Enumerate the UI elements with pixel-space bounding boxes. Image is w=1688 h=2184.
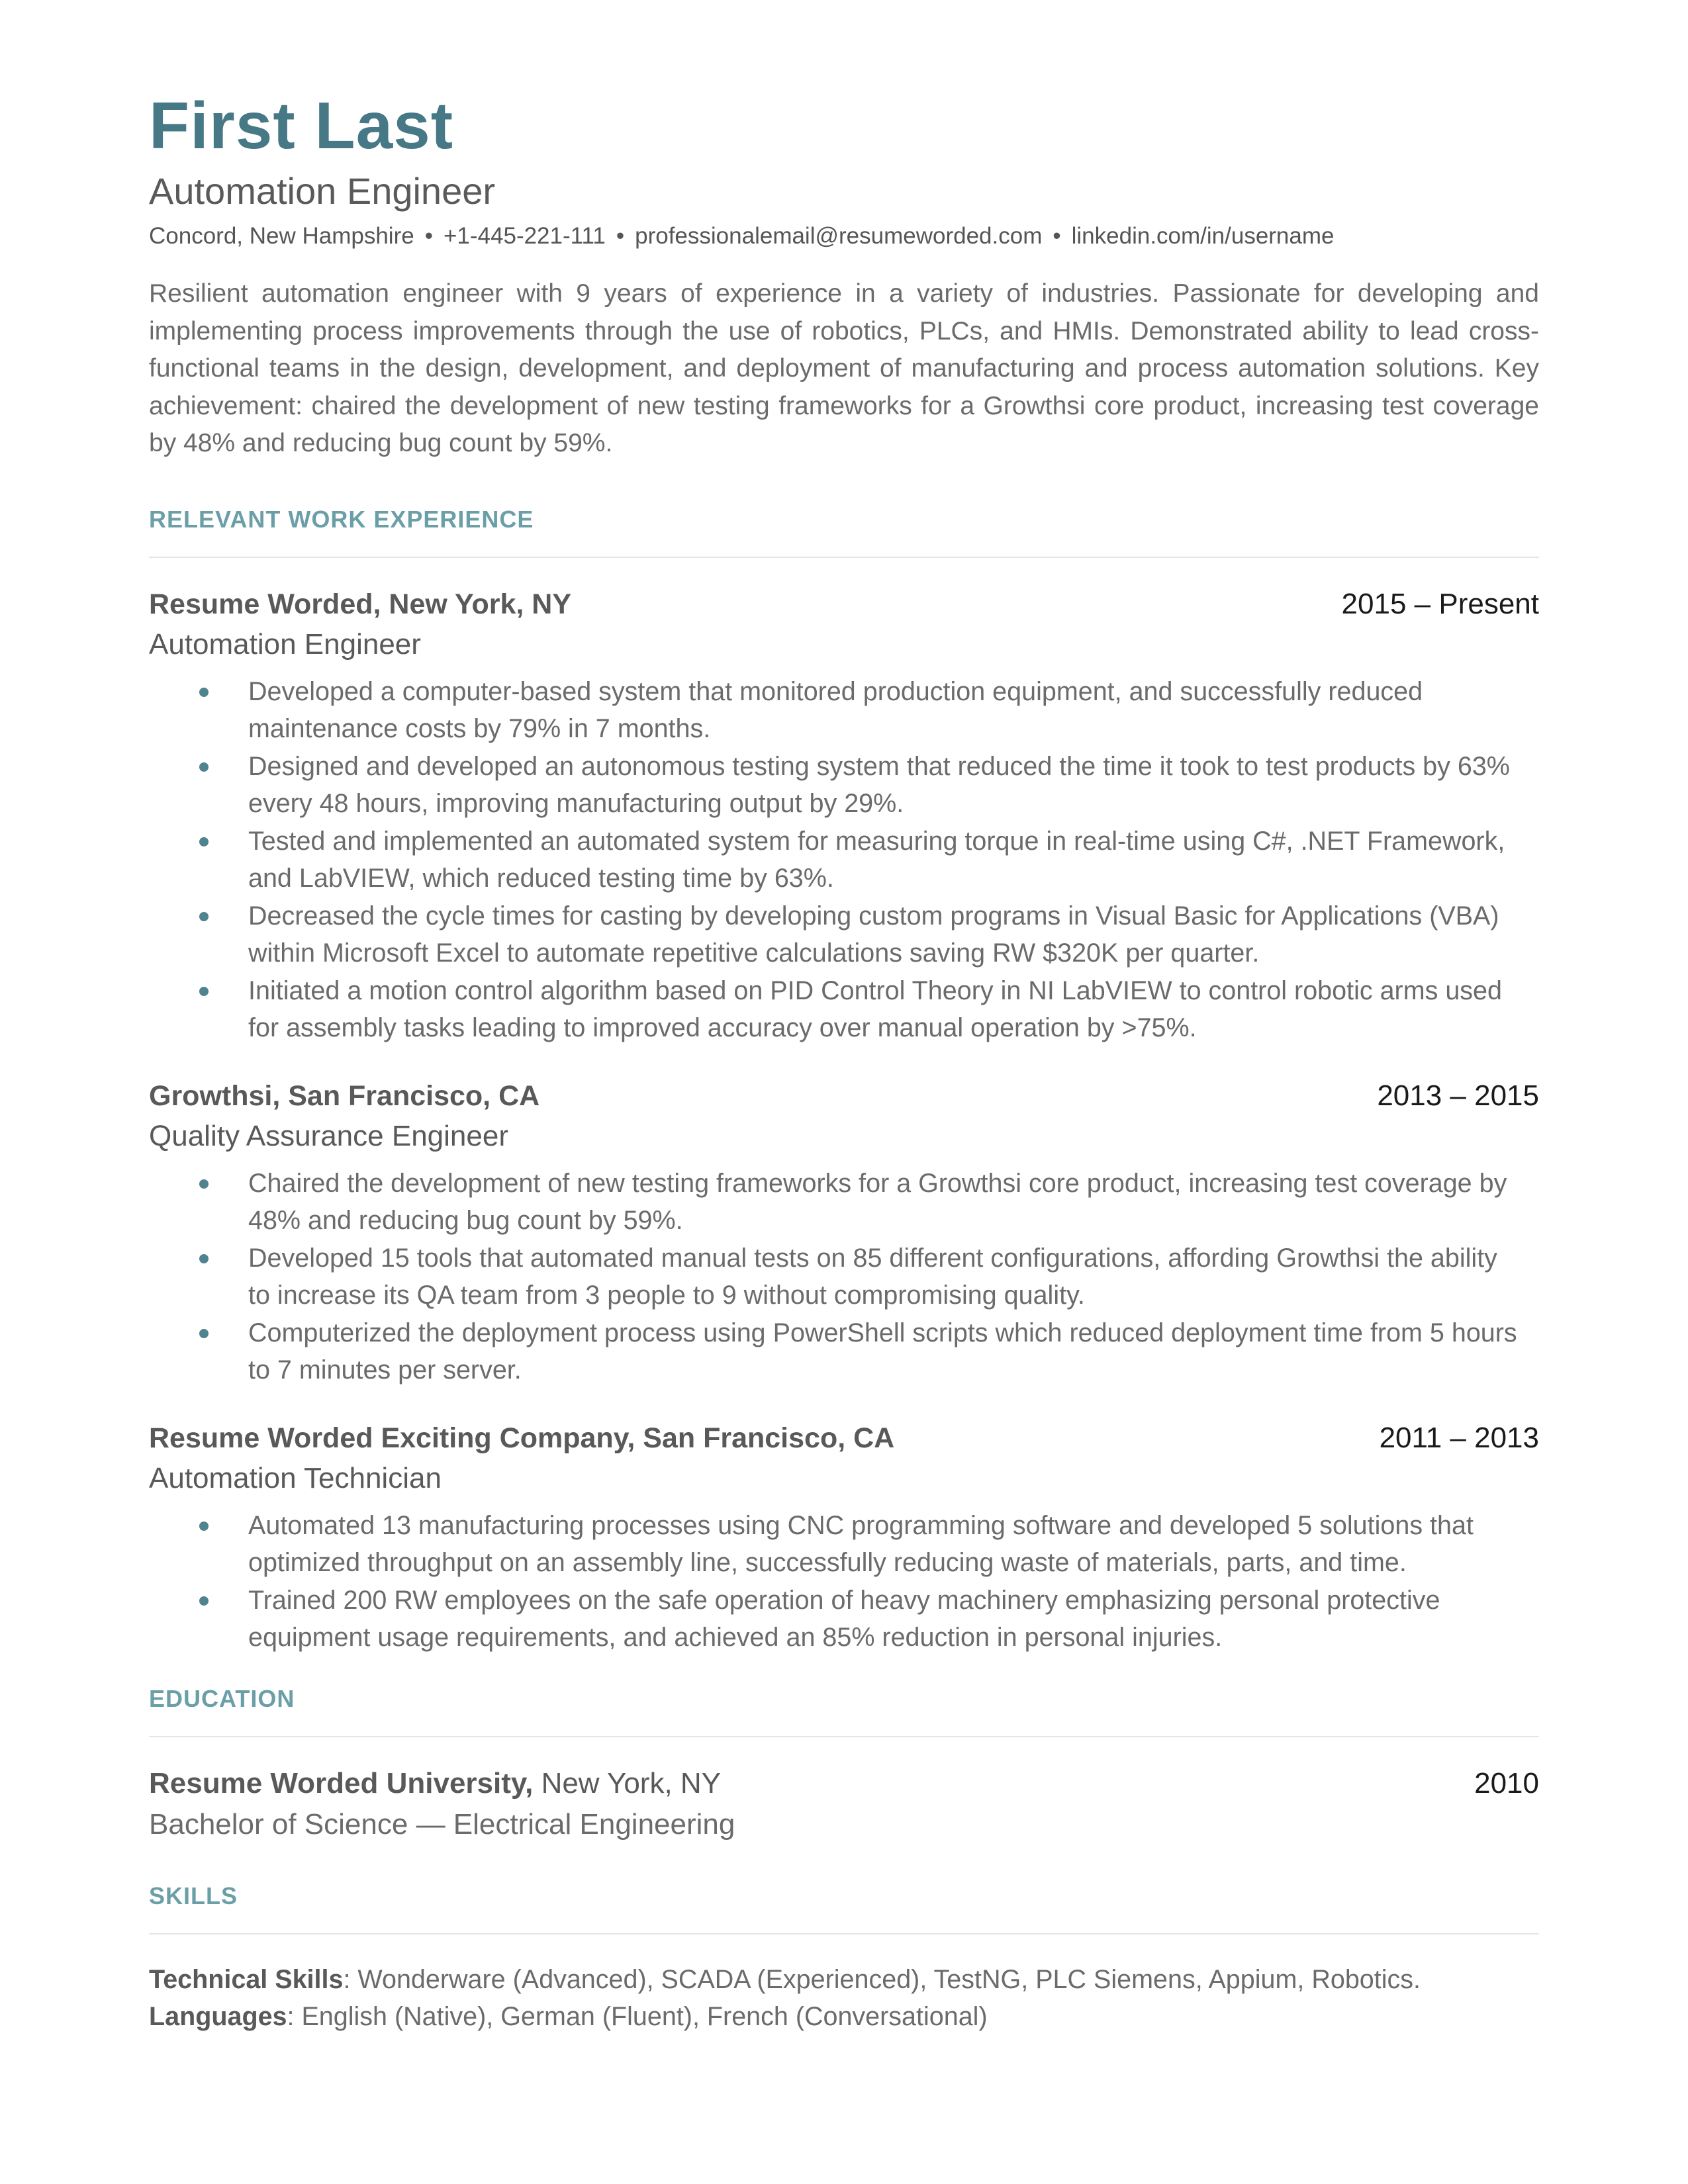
bullet-item bbox=[149, 823, 1539, 897]
job-company: Growthsi, San Francisco, CA bbox=[149, 1079, 540, 1112]
bullet-dot-icon bbox=[199, 912, 209, 921]
job-bullets bbox=[149, 1507, 1539, 1657]
bullet-item bbox=[149, 673, 1539, 748]
job-entry bbox=[149, 1418, 1539, 1657]
candidate-title: Automation Engineer bbox=[149, 170, 496, 212]
skills-technical bbox=[149, 1961, 1539, 1999]
bullet-text: Designed and developed an autonomous testing system that reduced the time it took to test products by 63% every 48 hours, improving manufacturing output by 29%. bbox=[248, 751, 1510, 818]
bullet-item bbox=[149, 1240, 1539, 1314]
section-divider bbox=[149, 557, 1539, 558]
job-dates: 2013 – 2015 bbox=[1377, 1079, 1539, 1112]
section-heading-experience: RELEVANT WORK EXPERIENCE bbox=[149, 505, 534, 533]
education-year: 2010 bbox=[1474, 1766, 1539, 1799]
bullet-dot-icon bbox=[199, 1254, 209, 1263]
bullet-text: Chaired the development of new testing frameworks for a Growthsi core product, increasing test coverage by 48% and reducing bug count by 59%. bbox=[248, 1168, 1507, 1235]
job-entry bbox=[149, 584, 1539, 1047]
job-role: Quality Assurance Engineer bbox=[149, 1119, 508, 1152]
skills-languages-label: Languages bbox=[149, 2002, 287, 2031]
education-location: New York, NY bbox=[541, 1766, 722, 1799]
bullet-item bbox=[149, 1314, 1539, 1389]
section-divider bbox=[149, 1736, 1539, 1737]
contact-phone: +1-445-221-111 bbox=[443, 223, 606, 249]
bullet-item bbox=[149, 1165, 1539, 1240]
education-header bbox=[149, 1764, 1539, 1803]
contact-separator: • bbox=[1053, 223, 1061, 249]
bullet-item bbox=[149, 972, 1539, 1047]
skills-technical-value: : Wonderware (Advanced), SCADA (Experienced), TestNG, PLC Siemens, Appium, Robotics. bbox=[343, 1964, 1421, 1994]
bullet-text: Decreased the cycle times for casting by developing custom programs in Visual Basic for Applications (VBA) within Microsoft Excel to automate repetitive calculations saving RW $320K per quarter. bbox=[248, 901, 1499, 968]
bullet-text: Trained 200 RW employees on the safe operation of heavy machinery emphasizing personal protective equipment usage requirements, and achieved an 85% reduction in personal injuries. bbox=[248, 1585, 1440, 1652]
job-role: Automation Technician bbox=[149, 1461, 442, 1494]
section-heading-education: EDUCATION bbox=[149, 1684, 295, 1712]
job-company: Resume Worded Exciting Company, San Francisco, CA bbox=[149, 1422, 895, 1454]
job-entry bbox=[149, 1076, 1539, 1389]
skills-languages bbox=[149, 1998, 1539, 2036]
contact-email[interactable]: professionalemail@resumeworded.com bbox=[635, 223, 1043, 249]
bullet-dot-icon bbox=[199, 1329, 209, 1338]
contact-separator: • bbox=[616, 223, 625, 249]
job-dates: 2015 – Present bbox=[1341, 587, 1539, 620]
job-company: Resume Worded, New York, NY bbox=[149, 588, 572, 620]
contact-location: Concord, New Hampshire bbox=[149, 223, 414, 249]
job-role: Automation Engineer bbox=[149, 627, 421, 660]
job-bullets bbox=[149, 673, 1539, 1047]
contact-linkedin[interactable]: linkedin.com/in/username bbox=[1071, 223, 1335, 249]
bullet-text: Initiated a motion control algorithm based on PID Control Theory in NI LabVIEW to control robotic arms used for assembly tasks leading to improved accuracy over manual operation by >75%. bbox=[248, 976, 1502, 1042]
candidate-name: First Last bbox=[149, 89, 454, 163]
skills-languages-value: : English (Native), German (Fluent), French (Conversational) bbox=[287, 2002, 988, 2031]
section-divider bbox=[149, 1933, 1539, 1934]
education-degree: Bachelor of Science — Electrical Engineering bbox=[149, 1807, 735, 1841]
resume-page bbox=[149, 86, 1539, 2036]
bullet-dot-icon bbox=[199, 1179, 209, 1189]
bullet-text: Developed a computer-based system that monitored production equipment, and successfully reduced maintenance costs by 79% in 7 months. bbox=[248, 676, 1423, 743]
bullet-dot-icon bbox=[199, 762, 209, 772]
bullet-dot-icon bbox=[199, 987, 209, 996]
summary-paragraph: Resilient automation engineer with 9 years of experience in a variety of industries. Passionate for developing and implementing process improvements through the use of robotics, PLCs, and HMIs. Demonstrated ability to lead cross-functional teams in the design, development, and deployment of manufacturing and process automation solutions. Key achievement: chaired the development of new testing frameworks for a Growthsi core product, increasing test coverage by 48% and reducing bug count by 59%. bbox=[149, 279, 1539, 457]
section-heading-skills: SKILLS bbox=[149, 1882, 238, 1909]
education-entry bbox=[149, 1764, 1539, 1846]
bullet-text: Computerized the deployment process using PowerShell scripts which reduced deployment time from 5 hours to 7 minutes per server. bbox=[248, 1318, 1517, 1385]
job-bullets bbox=[149, 1165, 1539, 1389]
skills-technical-label: Technical Skills bbox=[149, 1964, 344, 1994]
contact-line bbox=[149, 220, 1539, 253]
bullet-item bbox=[149, 897, 1539, 972]
bullet-item bbox=[149, 748, 1539, 823]
job-header bbox=[149, 1076, 1539, 1116]
bullet-dot-icon bbox=[199, 688, 209, 697]
contact-separator: • bbox=[424, 223, 433, 249]
education-school: Resume Worded University, bbox=[149, 1766, 534, 1799]
job-header bbox=[149, 1418, 1539, 1458]
bullet-dot-icon bbox=[199, 837, 209, 846]
bullet-dot-icon bbox=[199, 1596, 209, 1606]
bullet-item bbox=[149, 1507, 1539, 1582]
education-school-line bbox=[149, 1764, 721, 1803]
bullet-item bbox=[149, 1582, 1539, 1657]
bullet-text: Automated 13 manufacturing processes using CNC programming software and developed 5 solutions that optimized throughput on an assembly line, successfully reducing waste of materials, parts, and time. bbox=[248, 1510, 1474, 1577]
job-dates: 2011 – 2013 bbox=[1379, 1421, 1539, 1454]
bullet-dot-icon bbox=[199, 1522, 209, 1531]
job-header bbox=[149, 584, 1539, 624]
bullet-text: Developed 15 tools that automated manual tests on 85 different configurations, affording Growthsi the ability to increase its QA team from 3 people to 9 without compromising quality. bbox=[248, 1243, 1497, 1310]
skills-block bbox=[149, 1961, 1539, 2036]
bullet-text: Tested and implemented an automated system for measuring torque in real-time using C#, .NET Framework, and LabVIEW, which reduced testing time by 63%. bbox=[248, 826, 1505, 893]
